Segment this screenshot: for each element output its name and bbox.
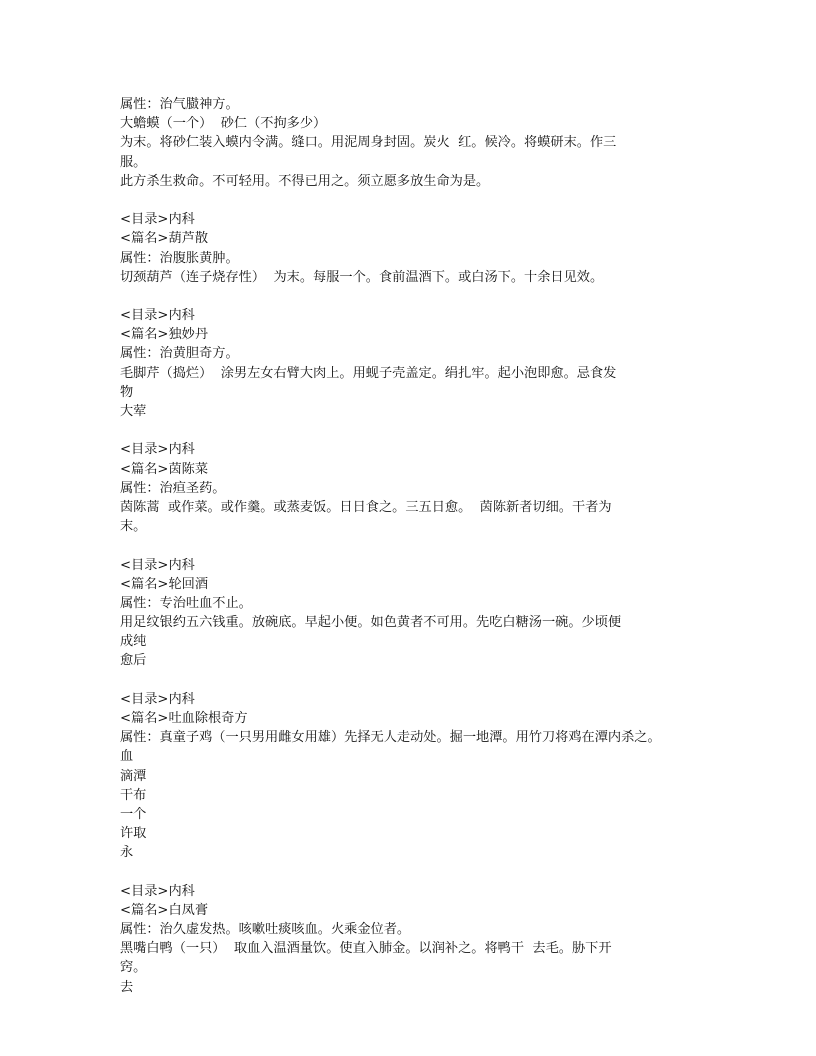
text-line: <目录>内科 [120,557,195,573]
paragraph-gap [120,191,700,210]
text-line: <篇名>白凤膏 [120,902,209,918]
text-line: <篇名>吐血除根奇方 [120,711,248,726]
text-block [120,556,700,671]
text-block [120,306,700,421]
document-text [120,95,700,997]
text-line: 物 [120,384,134,400]
text-line: 此方杀生救命。不可轻用。不得已用之。须立愿多放生命为是。 [120,173,490,189]
text-line: 切颈葫芦（连子烧存性） 为末。每服一个。食前温酒下。或白汤下。十余日见效。 [120,269,604,285]
text-line: 许取 [120,826,147,842]
text-block [120,690,700,863]
text-line: 为末。将砂仁装入蟆内令满。缝口。用泥周身封固。炭火 红。候冷。将蟆研末。作三 [120,135,617,151]
text-line: 属性：治气臌神方。 [120,97,239,112]
text-line: 属性：治黄胆奇方。 [120,346,239,362]
text-block [120,882,700,997]
text-line: <目录>内科 [120,883,195,899]
paragraph-gap [120,863,700,882]
text-block [120,95,700,191]
text-line: 一个 [120,806,147,822]
text-line: 黑嘴白鸭（一只） 取血入温酒量饮。使直入肺金。以润补之。将鸭干 去毛。胁下开 [120,941,612,957]
text-block [120,440,700,536]
paragraph-gap [120,287,700,306]
text-line: 永 [120,845,134,861]
text-line: 用足纹银约五六钱重。放碗底。早起小便。如色黄者不可用。先吃白糖汤一碗。少顷便 [120,615,622,631]
text-line: <篇名>独妙丹 [120,327,209,343]
text-line: 属性：专治吐血不止。 [120,595,252,611]
text-line: 成纯 [120,634,147,650]
text-line: 血 [120,749,134,765]
text-line: 大荤 [120,404,147,419]
paragraph-gap [120,671,700,690]
text-line: 末。 [120,519,147,535]
text-line: <篇名>轮回酒 [120,576,209,592]
text-line: 属性：治疸圣药。 [120,480,226,496]
paragraph-gap [120,421,700,440]
text-line: 属性：真童子鸡（一只男用雌女用雄）先择无人走动处。掘一地潭。用竹刀将鸡在潭内杀之。 [120,730,661,746]
text-line: 愈后 [120,653,147,669]
text-line: <目录>内科 [120,308,195,324]
text-line: <目录>内科 [120,212,195,228]
paragraph-gap [120,536,700,555]
text-line: <篇名>茵陈菜 [120,461,209,477]
text-line: 属性：治久虚发热。咳嗽吐痰咳血。火乘金位者。 [120,922,411,938]
text-line: 茵陈蒿 或作菜。或作羹。或蒸麦饭。日日食之。三五日愈。 茵陈新者切细。干者为 [120,499,612,515]
text-line: <目录>内科 [120,442,195,458]
text-line: <篇名>葫芦散 [120,231,209,247]
text-line: 服。 [120,154,147,170]
text-block [120,210,700,287]
text-line: 大蟾蟆（一个） 砂仁（不拘多少） [120,116,327,132]
text-line: 窍。 [120,960,147,976]
text-line: 属性：治腹胀黄肿。 [120,250,239,266]
text-line: <目录>内科 [120,691,195,707]
text-line: 毛脚芹（捣烂） 涂男左女右臂大肉上。用蚬子壳盖定。绢扎牢。起小泡即愈。忌食发 [120,365,617,381]
text-line: 滴潭 [120,768,147,784]
text-line: 干布 [120,787,147,803]
text-line: 去 [120,979,134,995]
